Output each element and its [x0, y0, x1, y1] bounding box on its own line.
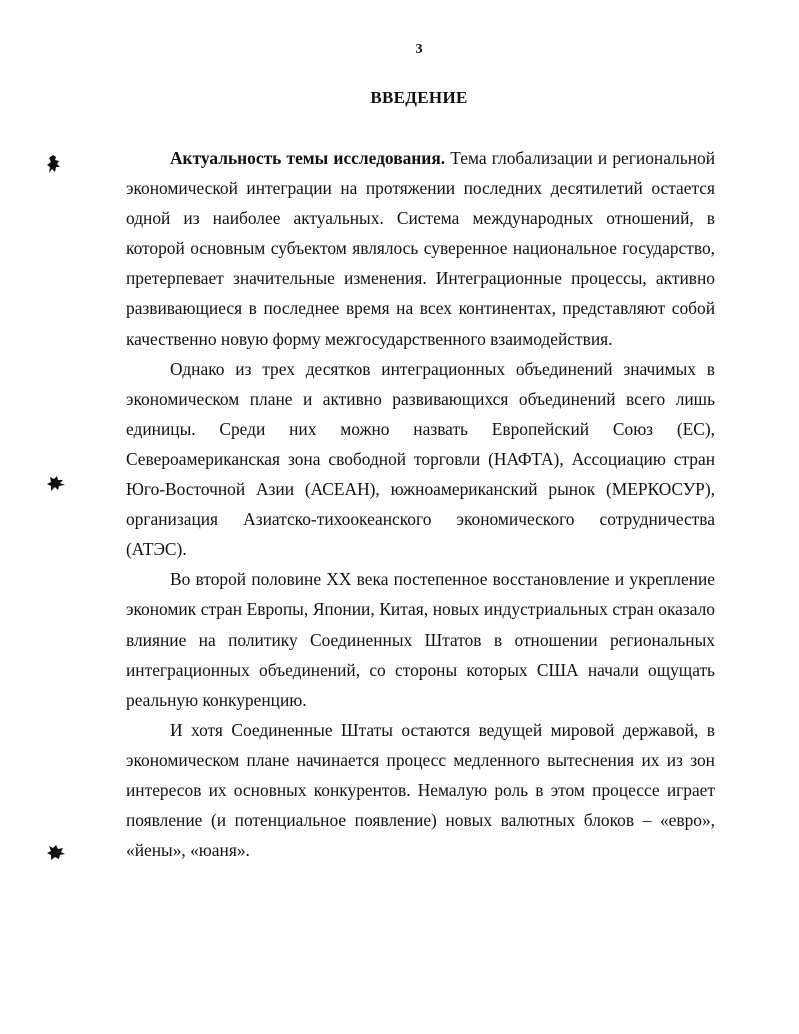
page-title: ВВЕДЕНИЕ: [370, 88, 468, 107]
scan-mark-icon: [44, 842, 66, 866]
paragraph-3: [126, 564, 715, 714]
paragraph-lead: Актуальность темы исследования.: [170, 148, 446, 168]
body-text: [126, 143, 715, 865]
paragraph-1: [126, 143, 715, 354]
scan-mark-icon: [44, 472, 66, 496]
paragraph-4: [126, 715, 715, 865]
page-number: 3: [415, 42, 423, 57]
paragraph-text: Тема глобализации и региональной экономической интеграции на протяжении последних десятилетий остается одной из наиболее актуальных. Система международных отношений, в которой основным субъектом являлось суверенное национальное государство, претерпевает значительные изменения. Интеграционные процессы, активно развивающиеся в последнее время на всех континентах, представляют собой качественно новую форму межгосударственного взаимодействия.: [126, 148, 716, 349]
paragraph-2: [126, 354, 715, 565]
paragraph-text: Во второй половине XX века постепенное восстановление и укрепление экономик стран Европы, Японии, Китая, новых индустриальных стран оказало влияние на политику Соединенных Штатов в отношении региональных интеграционных объединений, со стороны которых США начали ощущать реальную конкуренцию.: [126, 569, 715, 710]
paragraph-text: Однако из трех десятков интеграционных объединений значимых в экономическом плане и активно развивающихся объединений всего лишь единицы. Среди них можно назвать Европейский Союз (ЕС), Североамериканская зона свободной торговли (НАФТА), Ассоциацию стран Юго-Восточной Азии (АСЕАН), южноамериканский рынок (МЕРКОСУР), организация Азиатско-тихоокеанского экономического сотрудничества (АТЭС).: [126, 358, 715, 560]
paragraph-text: И хотя Соединенные Штаты остаются ведущей мировой державой, в экономическом плане начинается процесс медленного вытеснения их из зон интересов их основных конкурентов. Немалую роль в этом процессе играет появление (и потенциальное появление) новых валютных блоков – «евро», «йены», «юаня».: [126, 719, 715, 861]
scan-mark-icon: [44, 153, 66, 177]
